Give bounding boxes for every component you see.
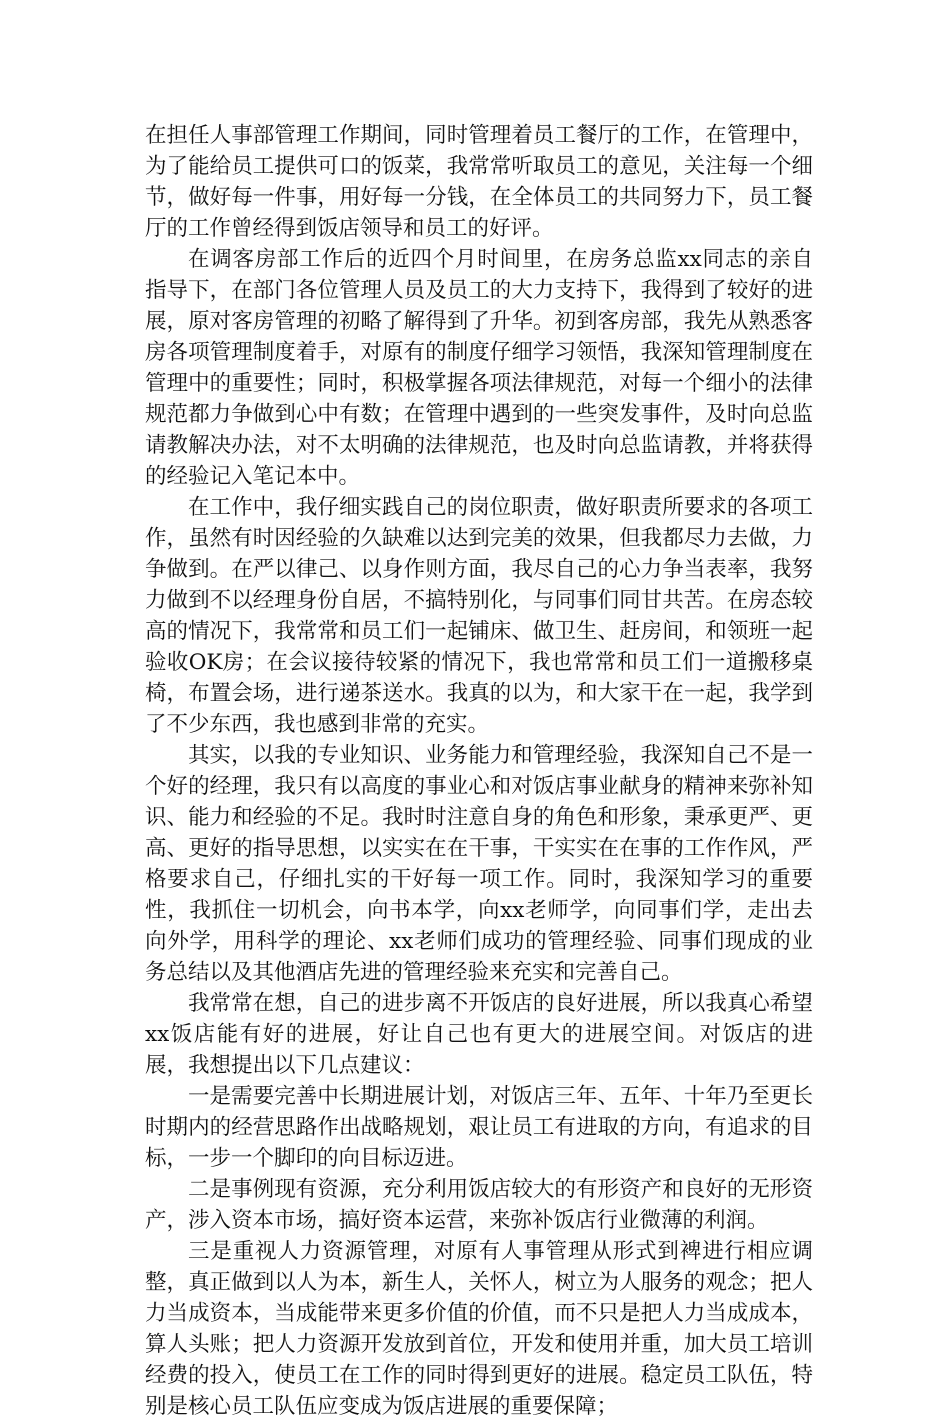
paragraph-suggestion-1: 一是需要完善中长期进展计划，对饭店三年、五年、十年乃至更长时期内的经营思路作出战略规划，艰让员工有进取的方向，有追求的目标，一步一个脚印的向目标迈进。 [145, 1084, 813, 1171]
document-page [145, 120, 813, 1422]
paragraph-staff-canteen: 在担任人事部管理工作期间，同时管理着员工餐厅的工作，在管理中，为了能给员工提供可口的饭菜，我常常听取员工的意见，关注每一个细节，做好每一件事，用好每一分钱，在全体员工的共同努力下，员工餐厅的工作曾经得到饭店领导和员工的好评。 [145, 123, 813, 241]
paragraph-self-improvement: 其实，以我的专业知识、业务能力和管理经验，我深知自己不是一个好的经理，我只有以高度的事业心和对饭店事业献身的精神来弥补知识、能力和经验的不足。我时时注意自身的角色和形象，秉承更严、更高、更好的指导思想，以实实在在干事，干实实在在事的工作作风，严格要求自己，仔细扎实的干好每一项工作。同时，我深知学习的重要性，我抓住一切机会，向书本学，向xx老师学，向同事们学，走出去向外学，用科学的理论、xx老师们成功的管理经验、同事们现成的业务总结以及其他酒店先进的管理经验来充实和完善自己。 [145, 743, 813, 985]
paragraph-suggestion-2: 二是事例现有资源，充分利用饭店较大的有形资产和良好的无形资产，涉入资本市场，搞好资本运营，来弥补饭店行业微薄的利润。 [145, 1177, 813, 1233]
paragraph-suggestions-intro: 我常常在想，自己的进步离不开饭店的良好进展，所以我真心希望xx饭店能有好的进展，好让自己也有更大的进展空间。对饭店的进展，我想提出以下几点建议： [145, 991, 813, 1078]
paragraph-suggestion-3: 三是重视人力资源管理，对原有人事管理从形式到裨进行相应调整，真正做到以人为本，新生人，关怀人，树立为人服务的观念；把人力当成资本，当成能带来更多价值的价值，而不只是把人力当成成本，算人头账；把人力资源开发放到首位，开发和使用并重，加大员工培训经费的投入，使员工在工作的同时得到更好的进展。稳定员工队伍，特别是核心员工队伍应变成为饭店进展的重要保障； [145, 1239, 813, 1419]
paragraph-housekeeping-transfer: 在调客房部工作后的近四个月时间里，在房务总监xx同志的亲自指导下，在部门各位管理人员及员工的大力支持下，我得到了较好的进展，原对客房管理的初略了解得到了升华。初到客房部，我先从熟悉客房各项管理制度着手，对原有的制度仔细学习领悟，我深知管理制度在管理中的重要性；同时，积极掌握各项法律规范，对每一个细小的法律规范都力争做到心中有数；在管理中遇到的一些突发事件，及时向总监请教解决办法，对不太明确的法律规范，也及时向总监请教，并将获得的经验记入笔记本中。 [145, 247, 813, 489]
paragraph-job-duties: 在工作中，我仔细实践自己的岗位职责，做好职责所要求的各项工作，虽然有时因经验的久缺难以达到完美的效果，但我都尽力去做，力争做到。在严以律己、以身作则方面，我尽自己的心力争当表率，我努力做到不以经理身份自居，不搞特别化，与同事们同甘共苦。在房态较高的情况下，我常常和员工们一起铺床、做卫生、赶房间，和领班一起验收OK房；在会议接待较紧的情况下，我也常常和员工们一道搬移桌椅，布置会场，进行递茶送水。我真的以为，和大家干在一起，我学到了不少东西，我也感到非常的充实。 [145, 495, 813, 737]
